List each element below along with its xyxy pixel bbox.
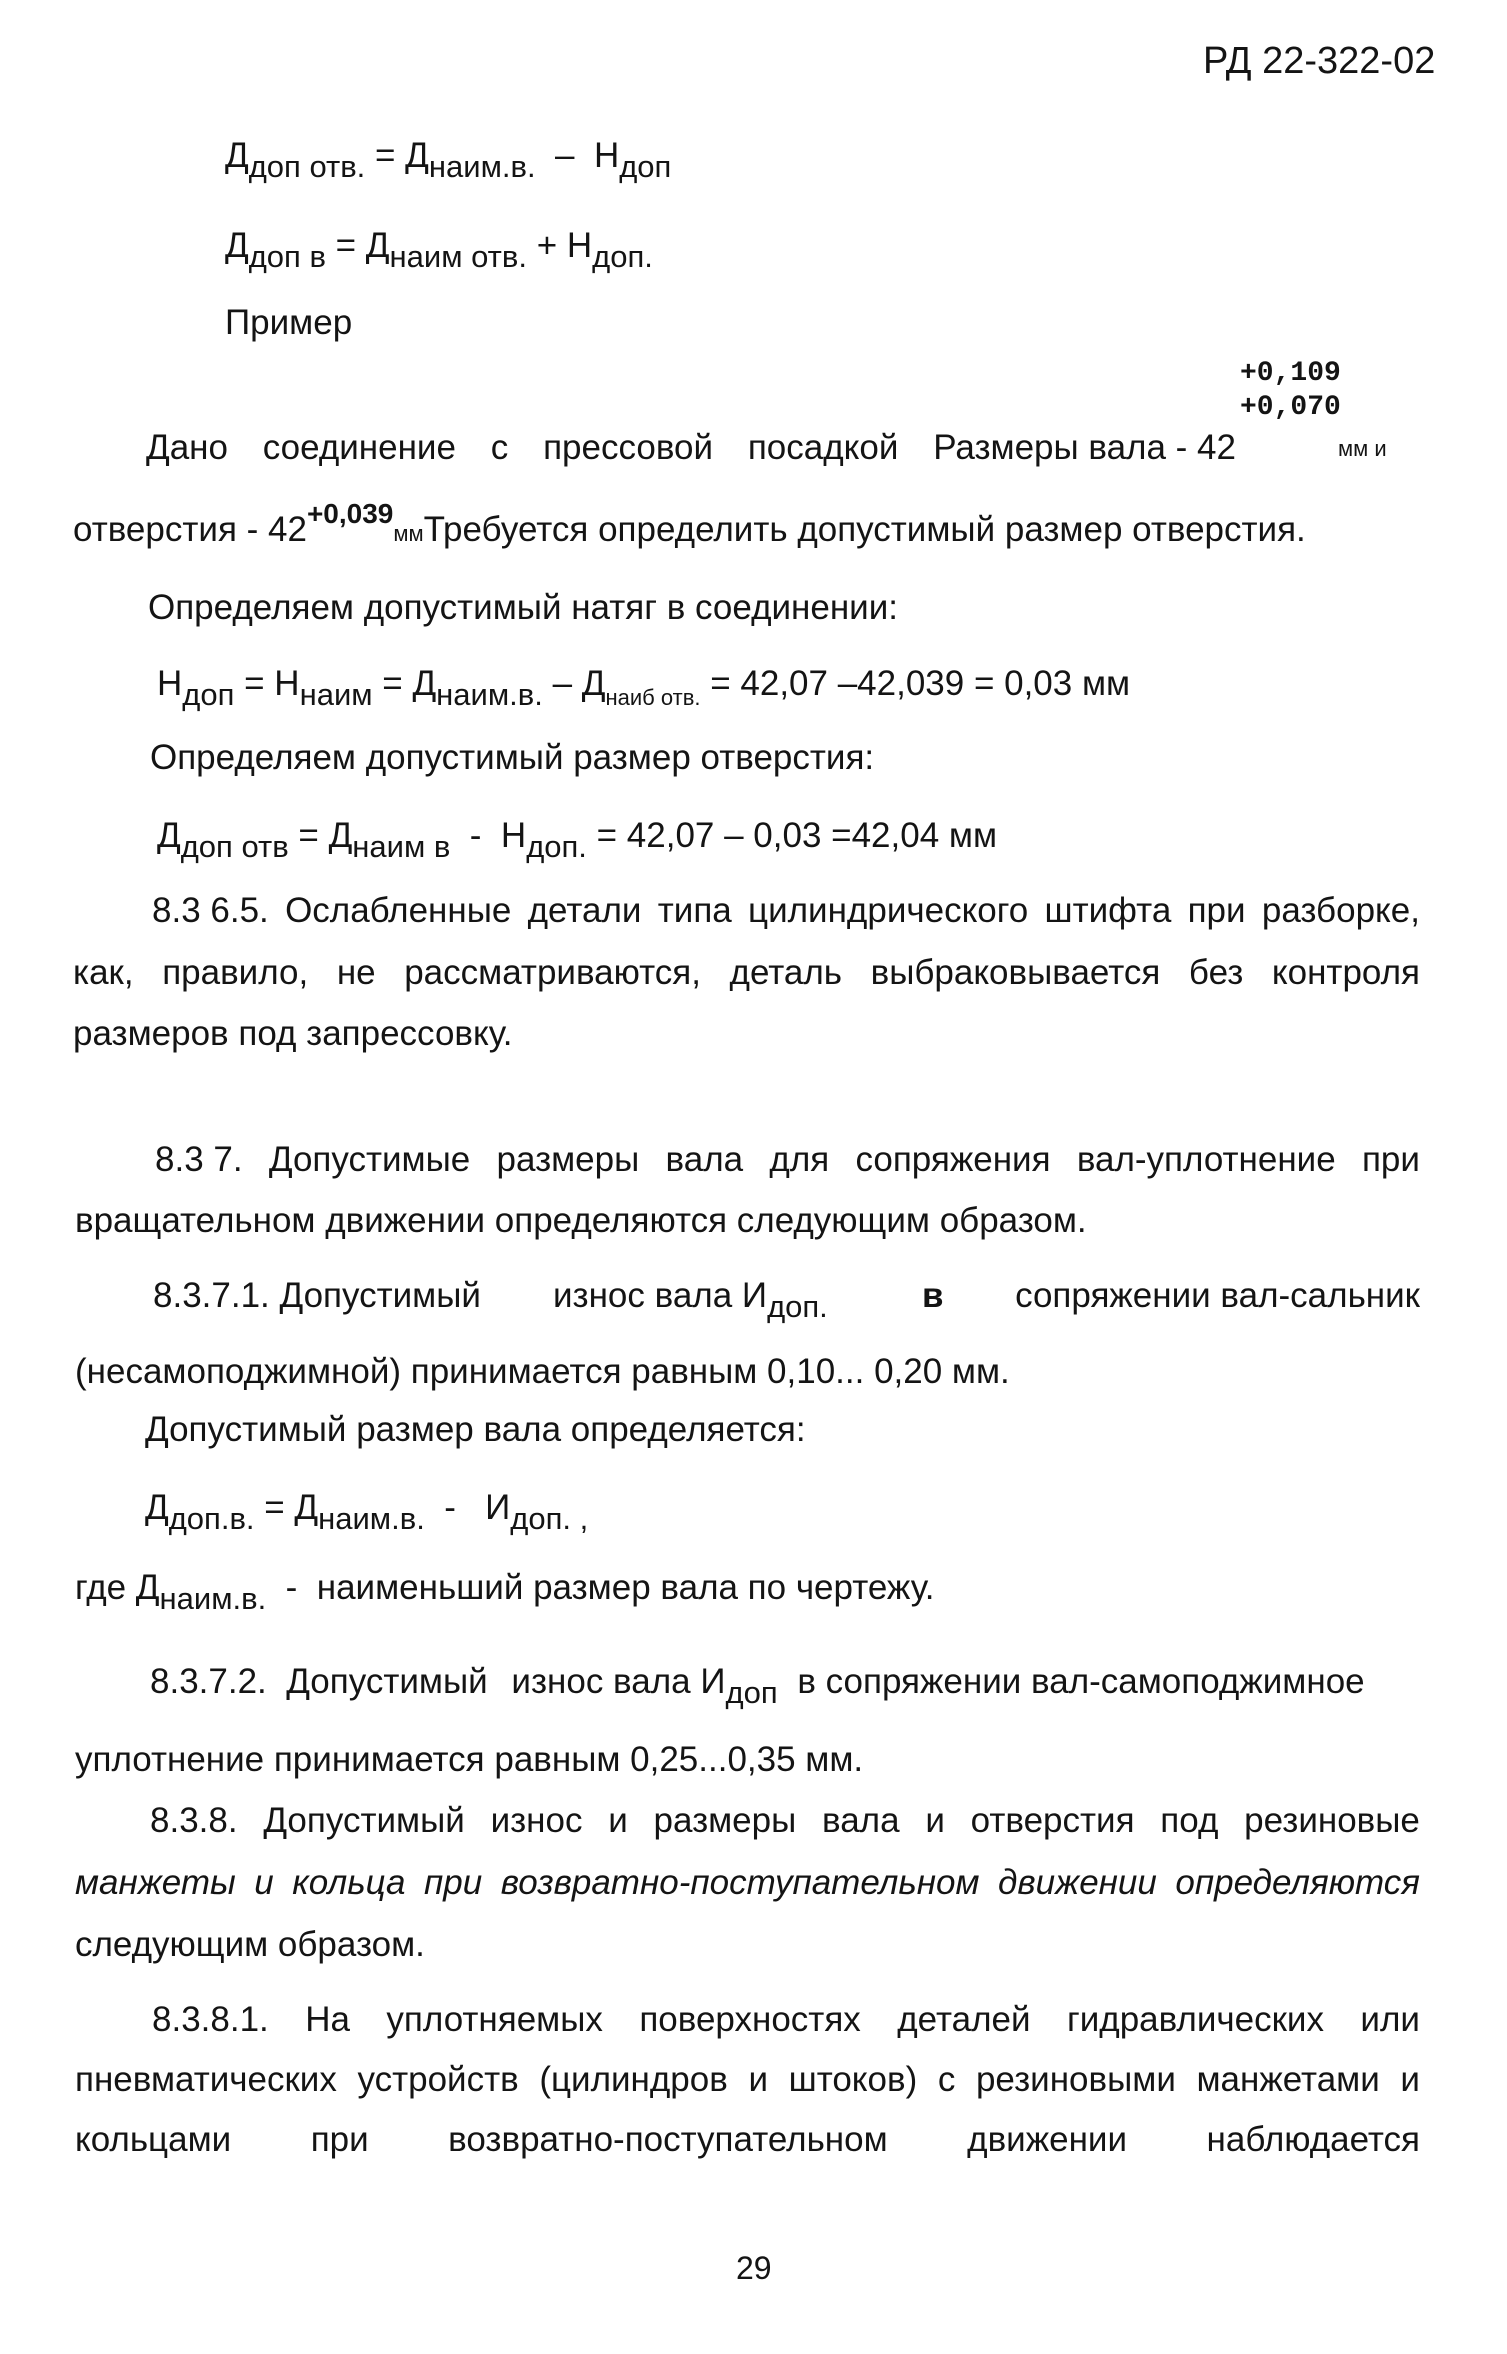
word: (цилиндров <box>539 2060 728 2099</box>
hole-tolerance: +0,039 <box>306 498 394 529</box>
word: отверстия <box>970 1801 1135 1840</box>
preposition: в <box>922 1276 944 1315</box>
word: разборке, <box>1261 891 1420 930</box>
word: деталей <box>897 2000 1031 2039</box>
formula-subscript: доп. , <box>510 1501 589 1536</box>
word: при <box>1187 891 1246 930</box>
formula-subscript: доп отв <box>180 829 289 864</box>
word: соединение <box>262 428 456 467</box>
word: детали <box>527 891 642 930</box>
word: кольцами <box>75 2120 232 2159</box>
word: деталь <box>729 953 843 992</box>
word: и <box>748 2060 769 2099</box>
clause-term: износ вала И <box>511 1662 726 1701</box>
paragraph-838-line-2 <box>75 1865 1420 1900</box>
word: Допустимый <box>263 1801 465 1840</box>
word: манжетами <box>1196 2060 1380 2099</box>
word: вала <box>822 1801 900 1840</box>
paragraph-8381-line-1 <box>152 2002 1420 2037</box>
formula-subscript: наим.в. <box>428 149 536 184</box>
formula-term: Д <box>157 816 181 855</box>
formula-subscript: наим.в. <box>318 1501 425 1536</box>
paragraph-838-line-1 <box>150 1803 1420 1838</box>
word: при <box>1361 1140 1420 1179</box>
word: правило, <box>162 953 309 992</box>
word: и <box>925 1801 945 1840</box>
word: резиновые <box>1244 1801 1420 1840</box>
paragraph-8372-line-2: уплотнение принимается равным 0,25...0,35 мм. <box>75 1740 864 1779</box>
example-label: Пример <box>225 303 353 342</box>
formula-term: Д <box>145 1488 169 1527</box>
formula-term: - И <box>424 1488 511 1527</box>
word: размеры <box>653 1801 797 1840</box>
word: определяются <box>1175 1863 1420 1902</box>
formula-term: = Д <box>325 226 390 265</box>
formula-term: = Д <box>254 1488 319 1527</box>
determine-interference: Определяем допустимый натяг в соединении: <box>148 588 899 627</box>
formula-term: = Н <box>234 664 300 703</box>
word: без <box>1188 953 1244 992</box>
clause-text <box>553 1276 828 1324</box>
word: возвратно-поступательном <box>500 1863 980 1902</box>
given-task: Требуется определить допустимый размер отверстия. <box>423 510 1306 549</box>
word: под <box>1160 1801 1219 1840</box>
formula-term: = Д <box>365 136 429 175</box>
formula-subscript: доп отв. <box>248 149 366 184</box>
formula-term: = Д <box>288 816 353 855</box>
paragraph-8372-line-1 <box>150 1662 1365 1710</box>
formula-subscript: наиб отв. <box>605 685 701 710</box>
word: 8.3 6.5. <box>152 891 269 930</box>
clause-number: 8.3.7.2. Допустимый <box>150 1662 488 1701</box>
paragraph-8381-line-2 <box>75 2062 1420 2097</box>
word: 8.3.8.1. <box>152 2000 269 2039</box>
tolerance-upper: +0,109 <box>1240 358 1341 389</box>
formula-subscript: доп <box>182 677 235 712</box>
given-line-1 <box>146 430 1236 465</box>
word: уплотняемых <box>386 2000 603 2039</box>
word: возвратно-поступательном <box>448 2120 888 2159</box>
given-hole-size: отверстия - 42 <box>73 510 307 549</box>
unit-label: мм и <box>1338 436 1387 461</box>
where-term: где Д <box>75 1568 160 1607</box>
formula-interference <box>157 664 1131 712</box>
word: 8.3.8. <box>150 1801 238 1840</box>
word: размеры <box>496 1140 640 1179</box>
formula-term: - Н <box>450 816 527 855</box>
word: штифта <box>1044 891 1172 930</box>
word: манжеты <box>75 1863 236 1902</box>
document-code: РД 22-322-02 <box>1203 40 1436 82</box>
word: поверхностях <box>639 2000 861 2039</box>
paragraph-8365-line-1 <box>152 893 1420 928</box>
word: На <box>305 2000 350 2039</box>
word: пневматических <box>75 2060 337 2099</box>
paragraph-838-line-3: следующим образом. <box>75 1925 425 1964</box>
word: при <box>310 2120 369 2159</box>
word: для <box>769 1140 830 1179</box>
word: выбраковывается <box>870 953 1161 992</box>
paragraph-8371-line-1 <box>153 1278 1420 1328</box>
formula-hole-size <box>157 816 998 864</box>
formula-result: = 42,07 – 0,03 =42,04 мм <box>586 816 998 855</box>
word: прессовой <box>543 428 714 467</box>
formula-subscript: доп <box>619 149 672 184</box>
word: посадкой <box>747 428 899 467</box>
formula-term: Д <box>225 136 249 175</box>
word: Размеры вала - 42 <box>933 428 1236 467</box>
word: рассматриваются, <box>404 953 701 992</box>
formula-term: Д <box>225 226 249 265</box>
word: контроля <box>1271 953 1420 992</box>
paragraph-8365-line-2 <box>73 955 1420 990</box>
shaft-size-heading: Допустимый размер вала определяется: <box>145 1410 806 1449</box>
word: как, <box>73 953 134 992</box>
formula-term: = Д <box>372 664 437 703</box>
determine-hole-size: Определяем допустимый размер отверстия: <box>150 738 875 777</box>
formula-shaft-size <box>145 1488 589 1536</box>
word: движении <box>967 2120 1128 2159</box>
word: износ <box>490 1801 583 1840</box>
formula-term: + Н <box>526 226 593 265</box>
word: 8.3 7. <box>155 1140 243 1179</box>
word: с <box>490 428 509 467</box>
tolerance-lower: +0,070 <box>1240 392 1341 423</box>
word: типа <box>657 891 732 930</box>
word: вала <box>665 1140 744 1179</box>
clause-term: износ вала И <box>553 1276 768 1315</box>
word: Допустимые <box>268 1140 471 1179</box>
formula-subscript: наим.в. <box>436 677 543 712</box>
word: резиновыми <box>975 2060 1176 2099</box>
formula-shaft-allowable <box>225 226 653 274</box>
formula-subscript: доп. <box>767 1289 828 1324</box>
formula-term: Н <box>157 664 183 703</box>
formula-subscript: наим в <box>352 829 451 864</box>
clause-number: 8.3.7.1. Допустимый <box>153 1276 481 1315</box>
unit-label: мм <box>393 521 424 546</box>
formula-subscript: доп. <box>592 239 653 274</box>
word: Дано <box>146 428 228 467</box>
word: или <box>1360 2000 1420 2039</box>
word: движении <box>998 1863 1157 1902</box>
word: и <box>254 1863 274 1902</box>
word: Ослабленные <box>285 891 512 930</box>
clause-text: сопряжении вал-сальник <box>1015 1276 1420 1315</box>
word: и <box>608 1801 628 1840</box>
formula-subscript: наим.в. <box>159 1581 267 1616</box>
clause-text: в сопряжении вал-самоподжимное <box>797 1662 1365 1701</box>
where-definition <box>75 1568 935 1616</box>
formula-term: – Д <box>542 664 606 703</box>
formula-subscript: наим отв. <box>389 239 527 274</box>
formula-subscript: доп.в. <box>168 1501 255 1536</box>
given-line-2 <box>73 498 1306 549</box>
paragraph-8371-line-2: (несамоподжимной) принимается равным 0,10... 0,20 мм. <box>75 1352 1010 1391</box>
where-text: - наименьший размер вала по чертежу. <box>266 1568 935 1607</box>
word: с <box>937 2060 956 2099</box>
word: наблюдается <box>1206 2120 1420 2159</box>
word: устройств <box>357 2060 519 2099</box>
formula-subscript: доп в <box>248 239 326 274</box>
formula-subscript: доп. <box>526 829 587 864</box>
page-number: 29 <box>736 2250 772 2286</box>
word: кольца <box>292 1863 406 1902</box>
word: штоков) <box>788 2060 918 2099</box>
word: гидравлических <box>1066 2000 1324 2039</box>
formula-subscript: наим <box>299 677 373 712</box>
formula-subscript: доп <box>725 1675 778 1710</box>
word: и <box>1400 2060 1420 2099</box>
paragraph-837-line-2: вращательном движении определяются следующим образом. <box>75 1201 1087 1240</box>
formula-term: – Н <box>535 136 620 175</box>
word: сопряжения <box>855 1140 1051 1179</box>
word: вал-уплотнение <box>1076 1140 1336 1179</box>
paragraph-8365-line-3: размеров под запрессовку. <box>73 1014 513 1053</box>
paragraph-8381-line-3 <box>75 2122 1420 2157</box>
formula-hole-allowable <box>225 136 672 184</box>
word: при <box>424 1863 483 1902</box>
formula-result: = 42,07 –42,039 = 0,03 мм <box>700 664 1131 703</box>
word: не <box>336 953 376 992</box>
paragraph-837-line-1 <box>155 1142 1420 1177</box>
word: цилиндрического <box>748 891 1029 930</box>
